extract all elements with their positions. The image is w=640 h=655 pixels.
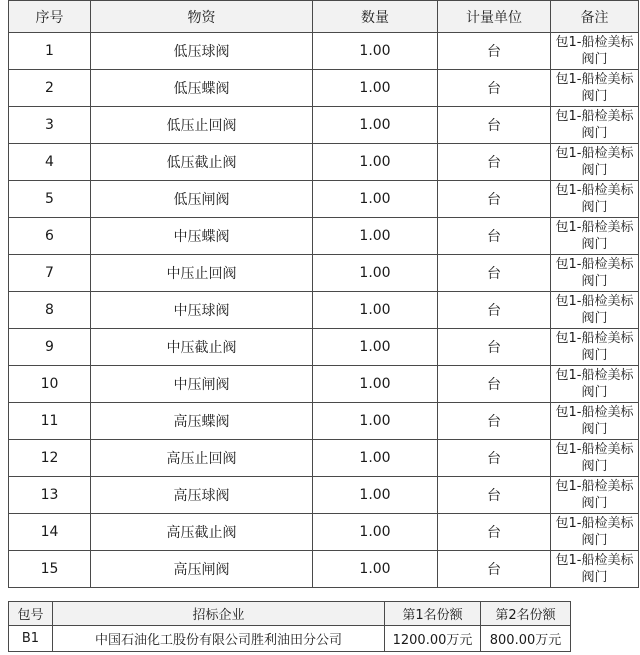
cell-unit: 台 [438, 218, 551, 255]
cell-no: 1 [9, 33, 91, 70]
cell-unit: 台 [438, 292, 551, 329]
cell-note: 包1-船检美标阀门 [551, 292, 639, 329]
cell-qty: 1.00 [313, 440, 438, 477]
cell-item: 高压止回阀 [91, 440, 313, 477]
cell-company: 中国石油化工股份有限公司胜利油田分公司 [53, 626, 385, 652]
cell-no: 15 [9, 551, 91, 588]
cell-note: 包1-船检美标阀门 [551, 218, 639, 255]
cell-unit: 台 [438, 440, 551, 477]
cell-note: 包1-船检美标阀门 [551, 477, 639, 514]
header-share1: 第1名份额 [385, 602, 481, 626]
cell-unit: 台 [438, 144, 551, 181]
cell-note: 包1-船检美标阀门 [551, 366, 639, 403]
cell-item: 高压截止阀 [91, 514, 313, 551]
header-qty: 数量 [313, 1, 438, 33]
cell-item: 中压闸阀 [91, 366, 313, 403]
award-header-row [9, 602, 571, 626]
header-note: 备注 [551, 1, 639, 33]
table-row [9, 33, 639, 70]
table-row [9, 366, 639, 403]
cell-unit: 台 [438, 514, 551, 551]
cell-share2: 800.00万元 [481, 626, 571, 652]
cell-item: 低压止回阀 [91, 107, 313, 144]
header-package: 包号 [9, 602, 53, 626]
table-row [9, 477, 639, 514]
cell-item: 中压止回阀 [91, 255, 313, 292]
cell-note: 包1-船检美标阀门 [551, 403, 639, 440]
cell-no: 2 [9, 70, 91, 107]
cell-qty: 1.00 [313, 70, 438, 107]
cell-item: 低压球阀 [91, 33, 313, 70]
cell-qty: 1.00 [313, 255, 438, 292]
cell-item: 低压截止阀 [91, 144, 313, 181]
cell-qty: 1.00 [313, 181, 438, 218]
cell-package: B1 [9, 626, 53, 652]
cell-no: 11 [9, 403, 91, 440]
table-row [9, 70, 639, 107]
cell-no: 5 [9, 181, 91, 218]
table-row [9, 144, 639, 181]
cell-qty: 1.00 [313, 292, 438, 329]
cell-unit: 台 [438, 255, 551, 292]
cell-no: 10 [9, 366, 91, 403]
cell-note: 包1-船检美标阀门 [551, 440, 639, 477]
table-row [9, 255, 639, 292]
items-header-row [9, 1, 639, 33]
cell-note: 包1-船检美标阀门 [551, 181, 639, 218]
cell-unit: 台 [438, 107, 551, 144]
cell-note: 包1-船检美标阀门 [551, 33, 639, 70]
cell-qty: 1.00 [313, 551, 438, 588]
cell-item: 高压闸阀 [91, 551, 313, 588]
table-row [9, 514, 639, 551]
header-unit: 计量单位 [438, 1, 551, 33]
cell-no: 14 [9, 514, 91, 551]
cell-item: 高压球阀 [91, 477, 313, 514]
cell-no: 7 [9, 255, 91, 292]
cell-note: 包1-船检美标阀门 [551, 144, 639, 181]
cell-unit: 台 [438, 70, 551, 107]
cell-item: 低压闸阀 [91, 181, 313, 218]
cell-unit: 台 [438, 403, 551, 440]
cell-unit: 台 [438, 477, 551, 514]
table-row [9, 551, 639, 588]
table-row [9, 107, 639, 144]
cell-unit: 台 [438, 551, 551, 588]
cell-no: 6 [9, 218, 91, 255]
cell-no: 4 [9, 144, 91, 181]
cell-qty: 1.00 [313, 107, 438, 144]
cell-item: 中压球阀 [91, 292, 313, 329]
cell-unit: 台 [438, 33, 551, 70]
cell-note: 包1-船检美标阀门 [551, 551, 639, 588]
cell-note: 包1-船检美标阀门 [551, 514, 639, 551]
cell-no: 9 [9, 329, 91, 366]
table-row [9, 329, 639, 366]
cell-qty: 1.00 [313, 144, 438, 181]
items-table [8, 0, 639, 588]
cell-item: 中压截止阀 [91, 329, 313, 366]
table-row [9, 440, 639, 477]
cell-note: 包1-船检美标阀门 [551, 255, 639, 292]
cell-qty: 1.00 [313, 403, 438, 440]
header-share2: 第2名份额 [481, 602, 571, 626]
cell-unit: 台 [438, 366, 551, 403]
cell-qty: 1.00 [313, 514, 438, 551]
table-row [9, 218, 639, 255]
cell-item: 低压蝶阀 [91, 70, 313, 107]
cell-unit: 台 [438, 181, 551, 218]
cell-note: 包1-船检美标阀门 [551, 107, 639, 144]
table-row [9, 292, 639, 329]
header-no: 序号 [9, 1, 91, 33]
cell-qty: 1.00 [313, 218, 438, 255]
cell-qty: 1.00 [313, 329, 438, 366]
cell-no: 8 [9, 292, 91, 329]
cell-note: 包1-船检美标阀门 [551, 70, 639, 107]
table-row [9, 403, 639, 440]
cell-unit: 台 [438, 329, 551, 366]
cell-note: 包1-船检美标阀门 [551, 329, 639, 366]
cell-qty: 1.00 [313, 477, 438, 514]
table-row [9, 626, 571, 652]
table-row [9, 181, 639, 218]
cell-item: 高压蝶阀 [91, 403, 313, 440]
header-item: 物资 [91, 1, 313, 33]
award-table [8, 601, 571, 652]
cell-no: 12 [9, 440, 91, 477]
cell-no: 13 [9, 477, 91, 514]
cell-qty: 1.00 [313, 33, 438, 70]
cell-share1: 1200.00万元 [385, 626, 481, 652]
cell-item: 中压蝶阀 [91, 218, 313, 255]
cell-qty: 1.00 [313, 366, 438, 403]
header-company: 招标企业 [53, 602, 385, 626]
cell-no: 3 [9, 107, 91, 144]
